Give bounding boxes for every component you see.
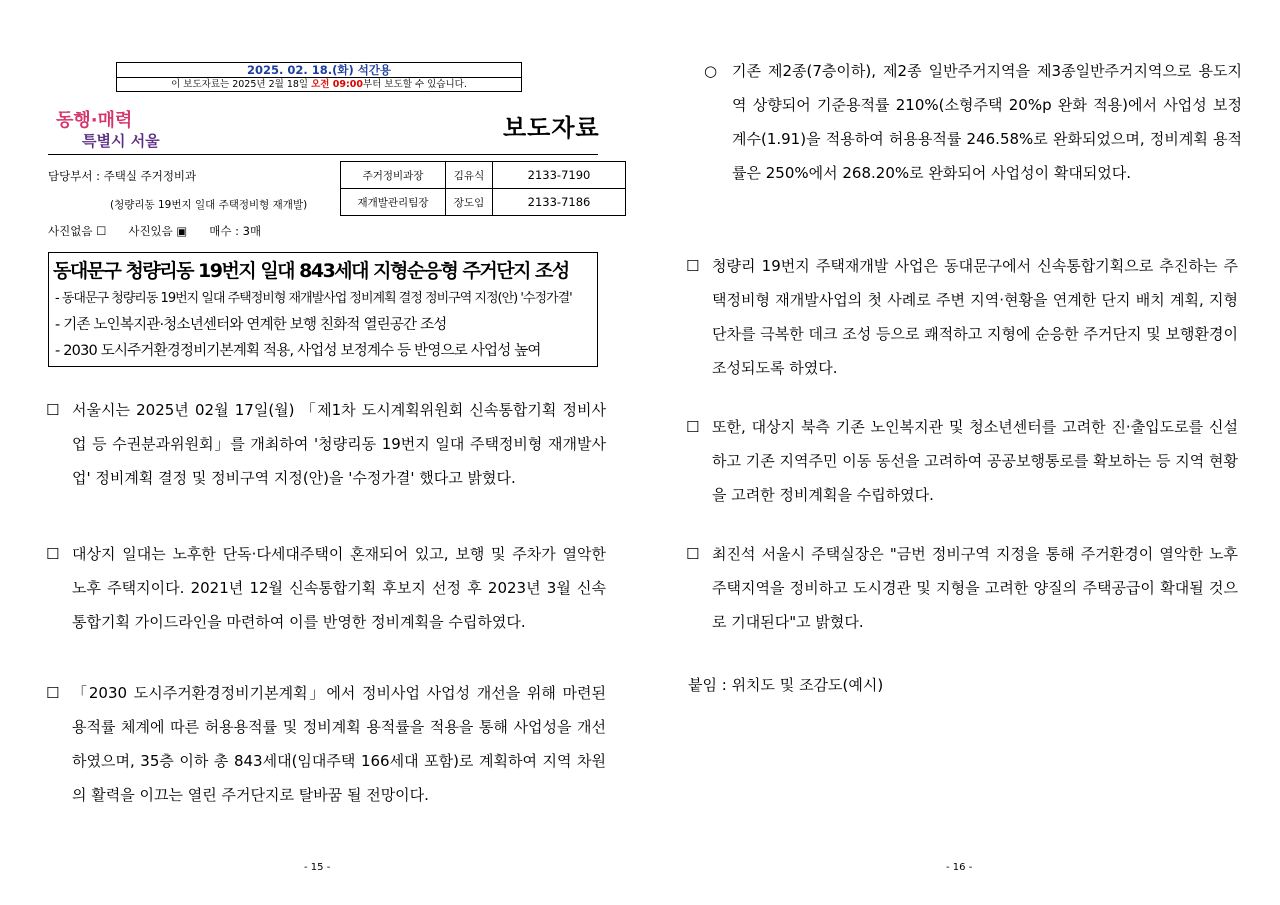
body-paragraph (46, 393, 606, 495)
body-paragraph (686, 410, 1238, 512)
summary-box (48, 252, 598, 367)
embargo-note (117, 78, 521, 91)
checkbox-bullet-icon: ☐ (46, 401, 60, 419)
body-paragraph (46, 676, 606, 812)
checkbox-bullet-icon: ☐ (46, 545, 60, 563)
summary-bullet: - 기존 노인복지관·청소년센터와 연계한 보행 친화적 열린공간 조성 (55, 317, 447, 333)
paragraph-text: 서울시는 2025년 02월 17일(월) 「제1차 도시계획위원회 신속통합기획 정비사업 등 수권분과위원회」를 개최하여 '청량리동 19번지 일대 주택정비형 재개발사업' 정비계획 결정 및 정비구역 지정(안)을 '수정가결' 했다고 밝혔다. (72, 401, 606, 487)
header-divider (48, 154, 598, 155)
paragraph-text: 청량리 19번지 주택재개발 사업은 동대문구에서 신속통합기획으로 추진하는 주택정비형 재개발사업의 첫 사례로 주변 지역·현황을 연계한 단지 배치 계획, 지형 단차를 극복한 데크 조성 등으로 쾌적하고 지형에 순응한 주거단지 및 보행환경이 조성되도록 하였다. (712, 257, 1238, 377)
contact-phone: 2133-7186 (493, 189, 626, 216)
embargo-box (116, 62, 522, 92)
checkbox-bullet-icon: ☐ (686, 257, 700, 275)
page-number-right: - 16 - (946, 862, 973, 873)
contact-table (340, 161, 626, 216)
checkbox-bullet-icon: ☐ (686, 545, 700, 563)
contact-row (341, 189, 626, 216)
contact-phone: 2133-7190 (493, 162, 626, 189)
paragraph-text: 대상지 일대는 노후한 단독·다세대주택이 혼재되어 있고, 보행 및 주차가 열악한 노후 주택지이다. 2021년 12월 신속통합기획 후보지 선정 후 2023년 3월 신속통합기획 가이드라인을 마련하여 이를 반영한 정비계획을 수립하였다. (72, 545, 606, 631)
headline: 동대문구 청량리동 19번지 일대 843세대 지형순응형 주거단지 조성 (53, 260, 569, 282)
contact-role: 재개발관리팀장 (341, 189, 446, 216)
contact-name: 김유식 (446, 162, 493, 189)
contact-role: 주거정비과장 (341, 162, 446, 189)
paragraph-text: 또한, 대상지 북측 기존 노인복지관 및 청소년센터를 고려한 진·출입도로를 신설하고 기존 지역주민 이동 동선을 고려하여 공공보행통로를 확보하는 등 지역 현황을 고려한 정비계획을 수립하였다. (712, 418, 1238, 504)
body-paragraph (686, 249, 1238, 385)
logo-line1: 동행·매력 (56, 110, 133, 131)
photo-info: 사진없음 ☐ 사진있음 ▣ 매수 : 3매 (48, 224, 262, 238)
sub-paragraph (704, 54, 1242, 190)
dept-line1: 담당부서 : 주택실 주거정비과 (48, 169, 197, 183)
checkbox-bullet-icon: ☐ (686, 418, 700, 436)
circle-bullet-icon: ○ (704, 62, 718, 80)
dept-line2: (청량리동 19번지 일대 주택정비형 재개발) (110, 199, 308, 211)
paragraph-text: 「2030 도시주거환경정비기본계획」에서 정비사업 사업성 개선을 위해 마련된 용적률 체계에 따른 허용용적률 및 정비계획 용적률을 적용을 통해 사업성을 개선하였으며, 35층 이하 총 843세대(임대주택 166세대 포함)로 계획하여 지역 차원의 활력을 이끄는 열린 주거단지로 탈바꿈 될 전망이다. (72, 684, 606, 804)
page-number-left: - 15 - (304, 862, 331, 873)
paragraph-text: 최진석 서울시 주택실장은 "금번 정비구역 지정을 통해 주거환경이 열악한 노후 주택지역을 정비하고 도시경관 및 지형을 고려한 양질의 주택공급이 확대될 것으로 기대된다"고 밝혔다. (712, 545, 1238, 631)
summary-bullet: - 동대문구 청량리동 19번지 일대 주택정비형 재개발사업 정비계획 결정 정비구역 지정(안) '수정가결' (55, 291, 572, 306)
paragraph-text: 기존 제2종(7층이하), 제2종 일반주거지역을 제3종일반주거지역으로 용도지역 상향되어 기준용적률 210%(소형주택 20%p 완화 적용)에서 사업성 보정계수(1.91)을 적용하여 허용용적률 246.58%로 완화되었으며, 정비계획 용적률은 250%에서 268.20%로 완화되어 사업성이 확대되었다. (732, 62, 1242, 182)
seoul-logo (54, 106, 172, 152)
embargo-note-post: 부터 보도할 수 있습니다. (363, 79, 467, 90)
press-release-title: 보도자료 (503, 114, 600, 142)
attachment-line: 붙임 : 위치도 및 조감도(예시) (688, 676, 884, 694)
contact-name: 장도임 (446, 189, 493, 216)
checkbox-bullet-icon: ☐ (46, 684, 60, 702)
embargo-date: 2025. 02. 18.(화) 석간용 (117, 63, 521, 78)
body-paragraph (46, 537, 606, 639)
embargo-note-time: 오전 09:00 (311, 79, 364, 90)
contact-row (341, 162, 626, 189)
body-paragraph (686, 537, 1238, 639)
logo-line2: 특별시 서울 (82, 132, 160, 150)
embargo-note-pre: 이 보도자료는 2025년 2월 18일 (171, 79, 312, 90)
summary-bullet: - 2030 도시주거환경정비기본계획 적용, 사업성 보정계수 등 반영으로 사업성 높여 (55, 343, 541, 359)
